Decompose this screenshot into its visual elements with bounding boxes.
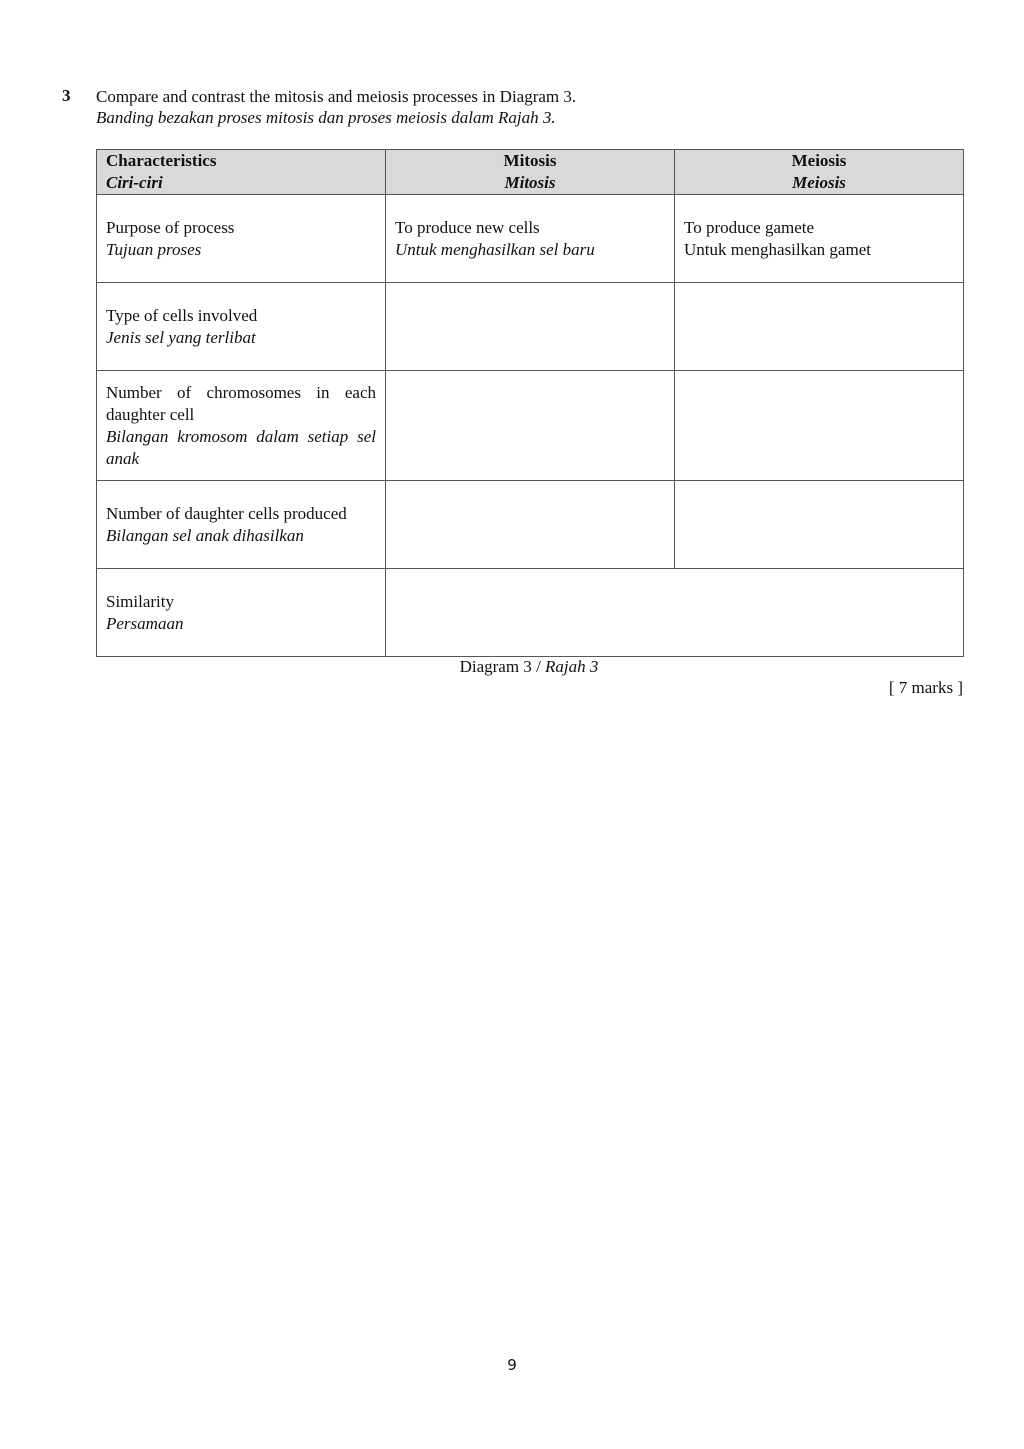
caption-malay: Rajah 3 [545,657,599,676]
purpose-mitosis-ms: Untuk menghasilkan sel baru [395,239,595,259]
daughter-label-ms: Bilangan sel anak dihasilkan [106,525,304,545]
cell-celltype-characteristic [97,283,386,371]
cell-daughter-mitosis-answer[interactable] [386,481,675,569]
diagram-caption [0,657,1024,677]
chromosome-label-ms: Bilangan kromosom dalam setiap sel anak [106,426,376,468]
question-number: 3 [62,86,71,105]
cell-purpose-mitosis [386,195,675,283]
celltype-label-en: Type of cells involved [106,305,258,325]
chromosome-label-en: Number of chromosomes in each daughter cell [106,382,376,424]
purpose-label-en: Purpose of process [106,217,235,237]
similarity-label-ms: Persamaan [106,613,184,633]
caption-separator: / [531,657,546,676]
question-text-english: Compare and contrast the mitosis and meiosis processes in Diagram 3. [96,87,577,106]
purpose-meiosis-en: To produce gamete [684,217,815,237]
cell-purpose-meiosis [675,195,964,283]
header-mitosis-en: Mitosis [503,151,557,170]
daughter-label-en: Number of daughter cells produced [106,503,347,523]
header-mitosis [386,150,675,195]
cell-celltype-mitosis-answer[interactable] [386,283,675,371]
header-characteristics-ms: Ciri-ciri [106,173,163,192]
cell-daughter-characteristic [97,481,386,569]
caption-english: Diagram 3 [459,657,532,676]
table-row-purpose [97,195,964,283]
header-mitosis-ms: Mitosis [504,173,556,192]
header-characteristics-en: Characteristics [106,151,217,170]
purpose-meiosis-ms: Untuk menghasilkan gamet [684,239,871,259]
cell-chromosome-meiosis-answer[interactable] [675,371,964,481]
question-text-malay: Banding bezakan proses mitosis dan proses meiosis dalam Rajah 3. [96,108,556,127]
header-meiosis-ms: Meiosis [792,173,846,192]
table-header-row [97,150,964,195]
similarity-label-en: Similarity [106,591,174,611]
header-meiosis [675,150,964,195]
table-row-daughter-cells [97,481,964,569]
table-row-chromosome-number [97,371,964,481]
celltype-label-ms: Jenis sel yang terlibat [106,327,256,347]
purpose-mitosis-en: To produce new cells [395,217,540,237]
purpose-label-ms: Tujuan proses [106,239,202,259]
header-characteristics [97,150,386,195]
question-text [96,86,576,128]
cell-daughter-meiosis-answer[interactable] [675,481,964,569]
header-meiosis-en: Meiosis [791,151,847,170]
cell-chromosome-mitosis-answer[interactable] [386,371,675,481]
cell-purpose-characteristic [97,195,386,283]
page-number: 9 [507,1356,517,1374]
table-row-similarity [97,569,964,657]
comparison-table [96,149,964,657]
table-row-cell-type [97,283,964,371]
cell-chromosome-characteristic [97,371,386,481]
cell-celltype-meiosis-answer[interactable] [675,283,964,371]
marks-label: [ 7 marks ] [888,678,963,697]
cell-similarity-answer[interactable] [386,569,964,657]
cell-similarity-characteristic [97,569,386,657]
